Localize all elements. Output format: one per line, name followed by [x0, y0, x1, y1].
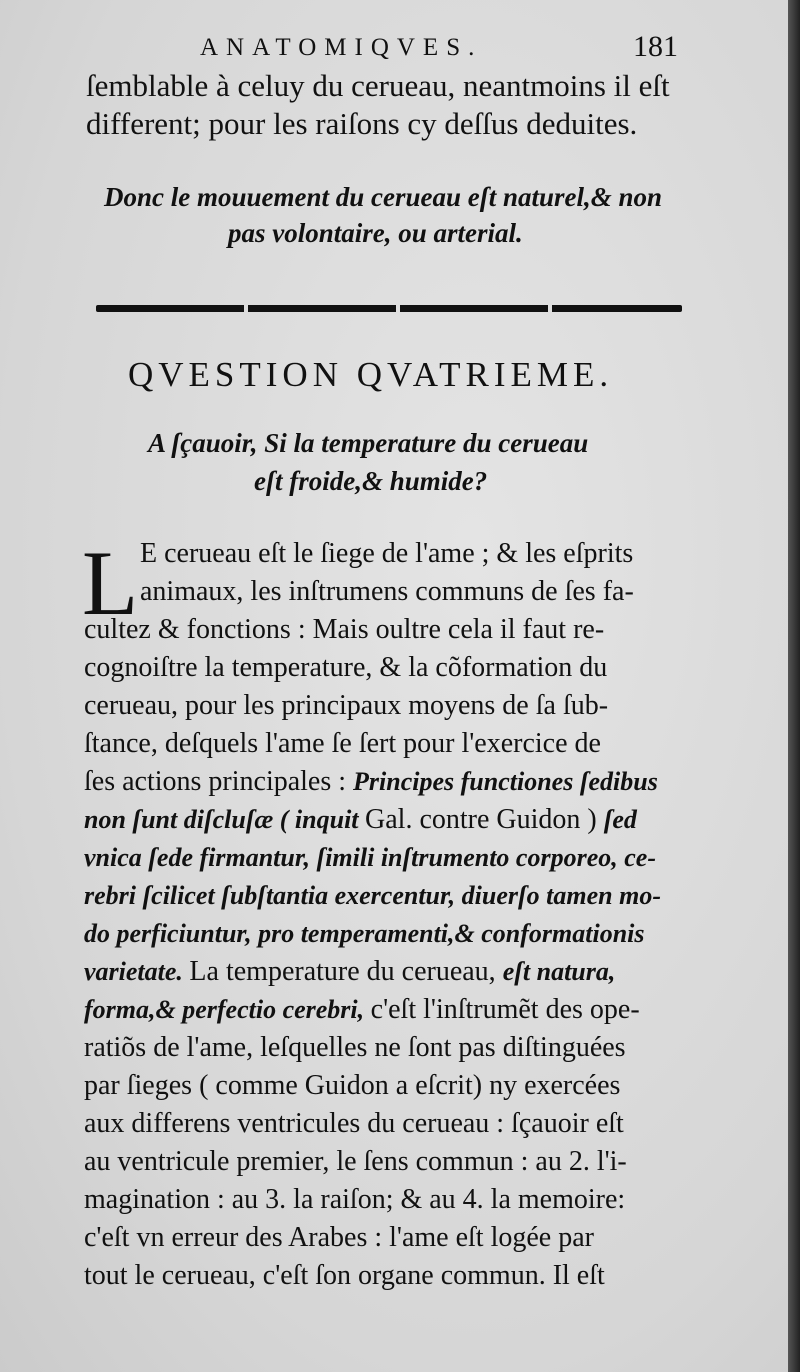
body-line-13-latin: forma,& perfectio cerebri, — [84, 995, 371, 1024]
body-line-7-latin: Principes functiones ſedibus — [353, 767, 658, 796]
body-line-12-latin-a: varietate. — [84, 957, 190, 986]
conclusion-line-1: Donc le mouuement du cerueau eſt naturel,& non — [104, 182, 663, 212]
body-line-19: c'eſt vn erreur des Arabes : l'ame eſt logée par — [84, 1222, 594, 1253]
body-line-8-roman: Gal. contre Guidon ) — [365, 804, 604, 835]
body-line-11-latin: do perficiuntur, pro temperamenti,& conformationis — [84, 919, 645, 948]
body-line-3: cultez & fonctions : Mais oultre cela il faut re- — [84, 614, 605, 645]
body-line-9-latin: vnica ſede firmantur, ſimili inſtrumento corporeo, ce- — [84, 843, 656, 872]
page-number: 181 — [633, 30, 678, 63]
conclusion-line-2: pas volontaire, ou arterial. — [228, 218, 523, 248]
running-head: ANATOMIQVES. — [200, 34, 483, 61]
continuation-line-2: different; pour les raiſons cy deſſus deduites. — [86, 106, 638, 141]
question-title: QVESTION QVATRIEME. — [128, 355, 614, 394]
body-line-20: tout le cerueau, c'eſt ſon organe commun. Il eſt — [84, 1260, 605, 1291]
body-line-15: par ſieges ( comme Guidon a eſcrit) ny exercées — [84, 1070, 621, 1101]
body-line-6: ſtance, deſquels l'ame ſe ſert pour l'exercice de — [84, 728, 601, 759]
body-line-10-latin: rebri ſcilicet ſubſtantia exercentur, diuerſo tamen mo- — [84, 881, 662, 910]
body-line-8 — [84, 804, 637, 836]
body-line-12 — [84, 956, 615, 988]
body-line-1: E cerueau eſt le ſiege de l'ame ; & les eſprits — [140, 538, 634, 569]
body-line-9 — [84, 842, 656, 874]
question-subtitle-line-2: eſt froide,& humide? — [254, 466, 488, 496]
body-line-13-roman: c'eſt l'inſtrumẽt des ope- — [370, 994, 640, 1025]
body-line-17: au ventricule premier, le ſens commun : au 2. l'i- — [84, 1146, 627, 1177]
body-line-7-roman: ſes actions principales : — [84, 766, 354, 797]
body-line-13 — [84, 994, 640, 1026]
body-line-14: ratiõs de l'ame, leſquelles ne ſont pas diſtinguées — [84, 1032, 626, 1063]
ornamental-rule — [96, 305, 682, 312]
body-line-10 — [84, 880, 661, 912]
body-line-8-latin-a: non ſunt diſcluſæ ( inquit — [84, 805, 366, 834]
body-line-12-latin-b: eſt natura, — [502, 957, 616, 986]
body-line-5: cerueau, pour les principaux moyens de ſa ſub- — [84, 690, 609, 721]
body-line-2: animaux, les inſtrumens communs de ſes fa- — [140, 576, 634, 607]
continuation-line-1: ſemblable à celuy du cerueau, neantmoins il eſt — [86, 68, 670, 103]
body-line-18: magination : au 3. la raiſon; & au 4. la memoire: — [84, 1184, 626, 1215]
body-line-4: cognoiſtre la temperature, & la cõformation du — [84, 652, 608, 683]
question-subtitle-line-1: A ſçauoir, Si la temperature du cerueau — [148, 428, 589, 458]
body-line-16: aux differens ventricules du cerueau : ſçauoir eſt — [84, 1108, 624, 1139]
body-line-12-roman: La temperature du cerueau, — [189, 956, 503, 987]
body-line-8-latin-b: ſed — [603, 805, 637, 834]
body-line-7 — [84, 766, 658, 798]
drop-cap: L — [82, 532, 139, 634]
body-line-11 — [84, 918, 645, 950]
book-spine-shadow — [788, 0, 800, 1372]
